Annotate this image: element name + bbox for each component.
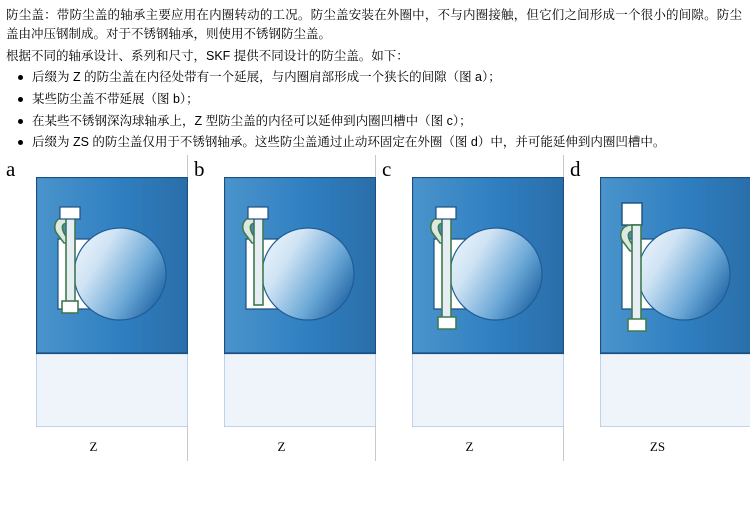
panel-letter: d (570, 157, 581, 182)
panel-caption: Z (277, 439, 286, 455)
bearing-panel-b (188, 155, 375, 461)
panel-caption: Z (465, 439, 474, 455)
description-text (0, 0, 750, 152)
list-item: 后缀为 ZS 的防尘盖仅用于不锈钢轴承。这些防尘盖通过止动环固定在外圈（图 d）中，并可能延伸到内圈凹槽中。 (32, 133, 742, 152)
paragraph-intro: 防尘盖：带防尘盖的轴承主要应用在内圈转动的工况。防尘盖安装在外圈中，不与内圈接触，但它们之间形成一个很小的间隙。防尘盖由冲压钢制成。对于不锈钢轴承，则使用不锈钢防尘盖。 (6, 8, 742, 42)
shield-design-list (6, 68, 742, 152)
list-item: 在某些不锈钢深沟球轴承上，Z 型防尘盖的内径可以延伸到内圈凹槽中（图 c）； (32, 112, 742, 131)
list-item: 某些防尘盖不带延展（图 b）； (32, 90, 742, 109)
bearing-panel-d (564, 155, 750, 461)
bearing-diagram (412, 177, 564, 427)
paragraph-designs: 根据不同的轴承设计、系列和尺寸，SKF 提供不同设计的防尘盖。如下： (6, 48, 409, 63)
panel-letter: a (6, 157, 16, 182)
list-item: 后缀为 Z 的防尘盖在内径处带有一个延展，与内圈肩部形成一个狭长的间隙（图 a）； (32, 68, 742, 87)
panel-letter: c (382, 157, 392, 182)
bearing-panel-c (376, 155, 563, 461)
bearing-diagram (36, 177, 188, 427)
panel-caption: Z (89, 439, 98, 455)
bearing-figure-group (0, 155, 750, 461)
bearing-panel-a (0, 155, 187, 461)
bearing-diagram (600, 177, 750, 427)
bearing-diagram (224, 177, 376, 427)
panel-caption: ZS (649, 439, 666, 455)
panel-letter: b (194, 157, 205, 182)
